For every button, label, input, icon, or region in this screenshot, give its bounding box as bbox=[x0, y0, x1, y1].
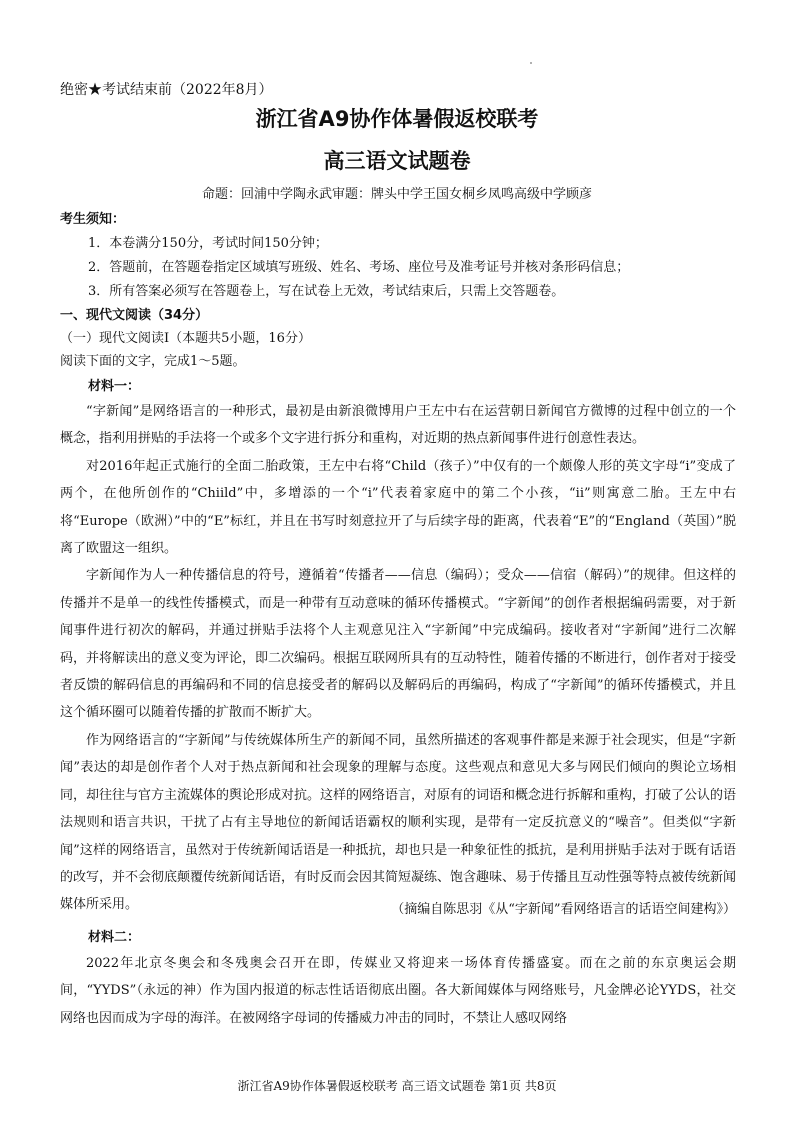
section-heading: 一、现代文阅读（34分） bbox=[60, 308, 209, 323]
confidential-note: 绝密★考试结束前（2022年8月） bbox=[60, 82, 273, 98]
material-1-source: （摘编自陈思羽《从“字新闻”看网络语言的话语空间建构》） bbox=[391, 902, 736, 917]
material-1-body bbox=[60, 398, 736, 919]
paragraph: 对2016年起正式施行的全面二胎政策，王左中右将“Child（孩子）”中仅有的一个颇像人形的英文字母“i”变成了两个，在他所创作的“Chiild”中，多增添的一个“i”代表着家庭中的第二个小孩，“ii”则寓意二胎。王左中右将“Europe（欧洲）”中的“E”标红，并且在书写时刻意拉开了与后续字母的距离，代表着“E”的“England（英国）”脱离了欧盟这一组织。 bbox=[60, 458, 736, 557]
notice-item: 1．本卷满分150分，考试时间150分钟； bbox=[88, 236, 328, 251]
subsection-heading: （一）现代文阅读Ⅰ（本题共5小题，16分） bbox=[60, 331, 311, 346]
material-2-label: 材料二： bbox=[88, 930, 141, 945]
notice-item: 2．答题前，在答题卷指定区域填写班级、姓名、考场、座位号及准考证号并核对条形码信息； bbox=[88, 260, 630, 275]
paragraph: 作为网络语言的“字新闻”与传统媒体所生产的新闻不同，虽然所描述的客观事件都是来源于社会现实，但是“字新闻”表达的却是创作者个人对于热点新闻和社会现象的理解与态度。这些观点和意见大多与网民们倾向的舆论立场相同，却往往与官方主流媒体的舆论形成对抗。这样的网络语言，对原有的词语和概念进行拆解和重构，打破了公认的语法规则和语言共识，干扰了占有主导地位的新闻话语霸权的顺利实现，是带有一定反抗意义的“噪音”。但类似“字新闻”这样的网络语言，虽然对于传统新闻话语是一种抵抗，却也只是一种象征性的抵抗，是利用拼贴手法对于既有话语的改写，并不会彻底颠覆传统新闻话语，有时反而会因其简短凝练、饱含趣味、易于传播且互动性强等特点被传统新闻媒体所采用。 bbox=[60, 732, 737, 913]
notice-item: 3．所有答案必须写在答题卷上，写在试卷上无效，考试结束后，只需上交答题卷。 bbox=[88, 284, 565, 299]
paragraph: 字新闻作为人一种传播信息的符号，遵循着“传播者——信息（编码）；受众——信宿（解码）”的规律。但这样的传播并不是单一的线性传播模式，而是一种带有互动意味的循环传播模式。“字新闻”的创作者根据编码需要，对于新闻事件进行初次的解码，并通过拼贴手法将个人主观意见注入“字新闻”中完成编码。接收者对“字新闻”进行二次解码，并将解读出的意义变为评论，即二次编码。根据互联网所具有的互动特性，随着传播的不断进行，创作者对于接受者反馈的解码信息的再编码和不同的信息接受者的解码以及解码后的再编码，构成了“字新闻”的循环传播模式，并且这个循环圈可以随着传播的扩散而不断扩大。 bbox=[60, 568, 737, 721]
authors-line: 命题：回浦中学陶永武审题：牌头中学王国女桐乡凤鸣高级中学顾彦 bbox=[201, 187, 592, 202]
material-2-body bbox=[60, 950, 736, 1032]
page-footer: 浙江省A9协作体暑假返校联考 高三语文试题卷 第1页 共8页 bbox=[237, 1079, 557, 1093]
notice-heading: 考生须知： bbox=[60, 212, 126, 227]
exam-title: 浙江省A9协作体暑假返校联考 bbox=[255, 107, 539, 131]
material-1-label: 材料一： bbox=[88, 379, 141, 394]
reading-instruction: 阅读下面的文字，完成1～5题。 bbox=[60, 354, 246, 369]
paragraph: “字新闻”是网络语言的一种形式，最初是由新浪微博用户王左中右在运营朝日新闻官方微博的过程中创立的一个概念，指利用拼贴的手法将一个或多个文字进行拆分和重构，对近期的热点新闻事件进行创意性表达。 bbox=[60, 404, 736, 447]
scan-dot bbox=[530, 62, 532, 64]
paragraph: 2022年北京冬奥会和冬残奥会召开在即，传媒业又将迎来一场体育传播盛宴。而在之前的东京奥运会期间，“YYDS”（永远的神）作为国内报道的标志性话语彻底出圈。各大新闻媒体与网络账号，凡金牌必论YYDS，社交网络也因而成为字母的海洋。在被网络字母词的传播威力冲击的同时，不禁让人感叹网络 bbox=[60, 956, 736, 1026]
exam-subtitle: 高三语文试题卷 bbox=[323, 149, 471, 173]
